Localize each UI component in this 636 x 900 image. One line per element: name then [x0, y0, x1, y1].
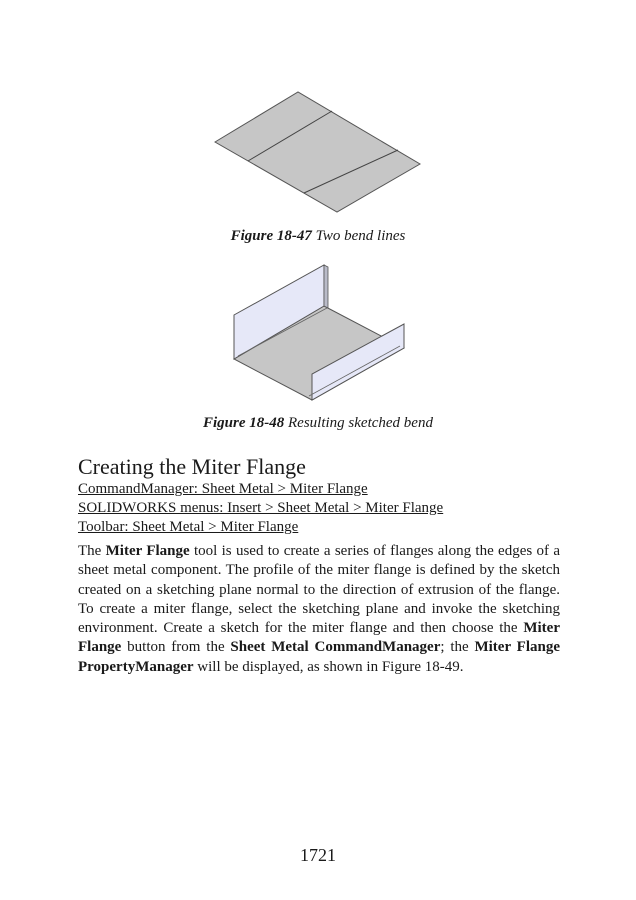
back-flange-thickness: [324, 265, 328, 308]
text-run: tool is used to create a series of flanges along the edges of a sheet metal component. The profile of the miter flange is defined by the sketch created on a sketching plane normal to the direction of extrusion of the flange. To create a miter flange, select the sketching plane and invoke the sketching environment. Create a sketch for the miter flange and then choose the: [78, 543, 560, 637]
command-path-toolbar: Toolbar: Sheet Metal > Miter Flange: [78, 519, 299, 535]
figure-caption-text: Two bend lines: [315, 228, 406, 244]
section-title: Creating the Miter Flange: [78, 454, 306, 479]
text-run: will be displayed, as shown in Figure 18-49.: [193, 658, 464, 675]
sheet-body: [215, 92, 420, 212]
figure-caption-text: Resulting sketched bend: [288, 415, 433, 431]
command-path-menus: SOLIDWORKS menus: Insert > Sheet Metal > Miter Flange: [78, 500, 444, 516]
bold-term-sheet-metal-commandmanager: Sheet Metal CommandManager: [230, 639, 441, 656]
figure-18-48-caption: [0, 415, 636, 432]
bold-term-miter-flange-button: Miter Flange: [78, 620, 560, 656]
text-run: button from the: [121, 639, 231, 656]
page-number: 1721: [300, 845, 336, 865]
figure-label: Figure 18-48: [203, 415, 285, 431]
text-run: The: [78, 543, 106, 559]
body-paragraph: [78, 542, 560, 677]
figure-18-47-caption: [0, 228, 636, 245]
figure-18-48-bent-channel: [224, 262, 412, 404]
bold-term-propertymanager: Miter Flange PropertyManager: [78, 639, 560, 675]
figure-18-47-flat-sheet: [208, 86, 426, 214]
command-path-commandmanager: CommandManager: Sheet Metal > Miter Flange: [78, 481, 368, 497]
figure-label: Figure 18-47: [230, 228, 312, 244]
text-run: ; the: [440, 639, 475, 656]
bold-term-miter-flange: Miter Flange: [105, 543, 190, 559]
